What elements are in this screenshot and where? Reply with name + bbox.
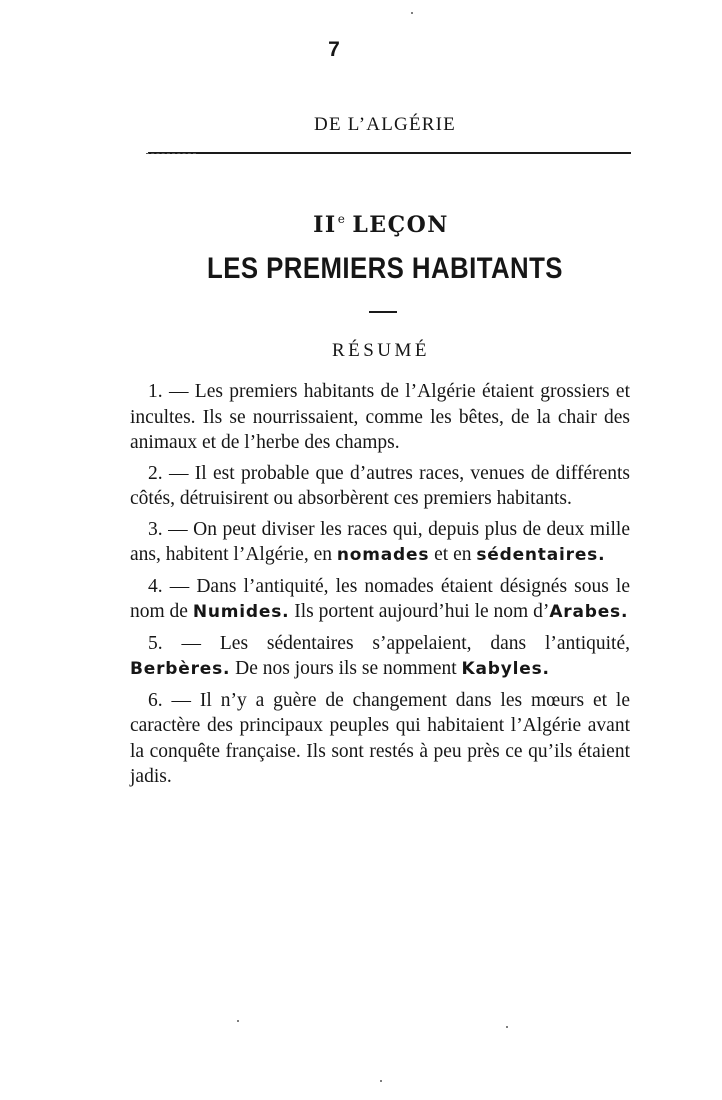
print-speck [380,1080,382,1082]
term-berberes: Berbères. [130,659,231,679]
paragraph-text: — On peut diviser les races qui, depuis plus de deux mille ans, habitent l’Algérie, en [130,518,630,565]
paragraph-text: — Il n’y a guère de changement dans les mœurs et le caractère des principaux peuples qui habitaient l’Algérie avant la conquête française. Ils sont restés à peu près ce qu’ils étaient jadis. [130,689,631,787]
paragraph-text: De nos jours ils se nomment [230,658,462,679]
paragraph-number: 1. [148,381,163,402]
paragraph-number: 6. [148,689,163,711]
term-arabes: Arabes. [549,602,629,622]
lesson-roman-numeral: II [313,212,337,238]
summary-paragraph-5 [130,631,630,683]
lesson-label: LEÇON [352,212,449,238]
summary-heading: RÉSUMÉ [331,340,431,361]
paragraph-number: 3. [148,518,163,540]
term-numides: Numides. [192,602,290,622]
paragraph-text: — Il est probable que d’autres races, venues de différents côtés, détruisirent ou absorbèrent ces premiers habitants. [130,462,630,509]
lesson-ordinal-suffix: e [337,212,347,226]
running-header: DE L’ALGÉRIE [314,114,456,135]
term-nomades: nomades [336,545,430,565]
print-speck [411,12,413,14]
title-dash-divider [369,311,397,313]
term-kabyles: Kabyles. [461,659,550,679]
paragraph-text: et en [429,544,477,565]
term-sedentaires: sédentaires. [476,545,606,565]
page-number: 7 [328,38,340,61]
summary-paragraph-6 [130,688,630,790]
paragraph-text: — Les sédentaires s’appelaient, dans l’antiquité, [181,632,630,654]
paragraph-number: 5. [148,632,163,654]
summary-paragraph-1 [130,379,630,456]
paragraph-text: — Les premiers habitants de l’Algérie étaient grossiers et incultes. Ils se nourrissaient, comme les bêtes, de la chair des animaux et de l’herbe des champs. [130,381,630,453]
summary-paragraph-3 [130,517,630,569]
summary-paragraph-2 [130,461,630,512]
header-rule-fragment [146,153,196,154]
paragraph-text: — Dans l’antiquité, les nomades étaient désignés sous le nom de [130,575,630,622]
print-speck [237,1020,239,1022]
paragraph-number: 4. [148,575,163,597]
lesson-title: LES PREMIERS HABITANTS [207,252,563,285]
summary-body [130,379,630,795]
summary-paragraph-4 [130,574,630,626]
paragraph-number: 2. [148,462,163,484]
paragraph-text: Ils portent aujourd’hui le nom d’ [289,601,550,622]
header-rule [148,152,631,154]
print-speck [506,1026,508,1028]
lesson-number [0,212,722,238]
